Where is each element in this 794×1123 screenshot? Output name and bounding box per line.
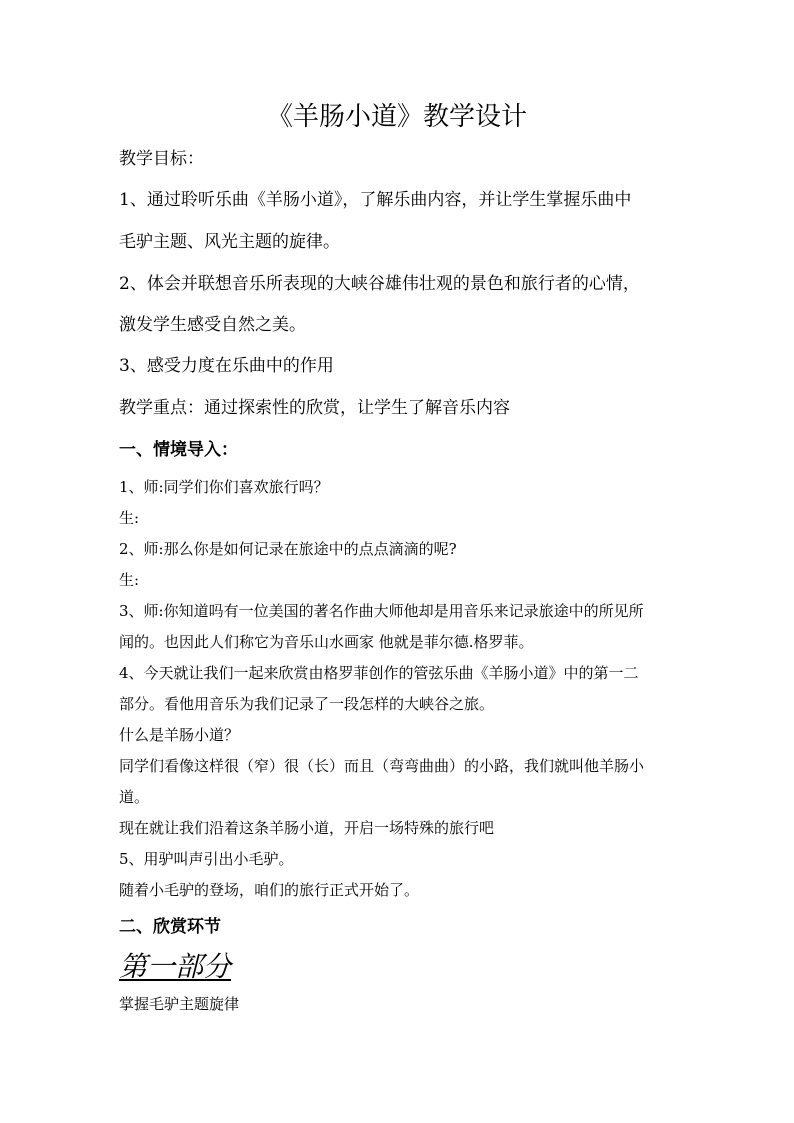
goal-2-line-1: 2、体会并联想音乐所表现的大峡谷雄伟壮观的景色和旅行者的心情， — [119, 274, 640, 294]
goals-heading: 教学目标： — [119, 149, 204, 169]
goal-3: 3、感受力度在乐曲中的作用 — [119, 356, 334, 376]
section-1-follow: 随着小毛驴的登场，咱们的旅行正式开始了。 — [119, 881, 420, 899]
section-1-heading: 一、情境导入： — [119, 440, 238, 460]
section-1-question-5: 5、用驴叫声引出小毛驴。 — [119, 850, 294, 868]
section-1-answer-1: 生: — [119, 509, 140, 527]
section-2-heading: 二、欣赏环节 — [119, 917, 221, 937]
section-1-question-1: 1、师:同学们你们喜欢旅行吗？ — [119, 478, 329, 496]
goal-1-line-2: 毛驴主题、风光主题的旋律。 — [119, 232, 340, 252]
section-1-question-4-line-1: 4、今天就让我们一起来欣赏由格罗菲创作的管弦乐曲《羊肠小道》中的第一二 — [119, 664, 639, 682]
section-1-explain-line-2: 道。 — [119, 788, 150, 806]
section-1-question-3-line-1: 3、师:你知道吗有一位美国的著名作曲大师他却是用音乐来记录旅途中的所见所 — [119, 602, 644, 620]
part-1-subtitle: 掌握毛驴主题旋律 — [119, 995, 240, 1013]
section-1-question-3-line-2: 闻的。也因此人们称它为音乐山水画家 他就是菲尔德.格罗菲。 — [119, 633, 534, 651]
section-1-question-4-line-2: 部分。看他用音乐为我们记录了一段怎样的大峡谷之旅。 — [119, 695, 495, 713]
section-1-answer-2: 生: — [119, 571, 140, 589]
goal-1-line-1: 1、通过聆听乐曲《羊肠小道》，了解乐曲内容，并让学生掌握乐曲中 — [119, 190, 632, 210]
goal-2-line-2: 激发学生感受自然之美。 — [119, 315, 306, 335]
section-1-start: 现在就让我们沿着这条羊肠小道，开启一场特殊的旅行吧 — [119, 819, 495, 837]
page-title: 《羊肠小道》教学设计 — [266, 102, 527, 132]
section-1-question-2: 2、师:那么你是如何记录在旅途中的点点滴滴的呢? — [119, 540, 457, 558]
section-1-explain-line-1: 同学们看像这样很（窄）很（长）而且（弯弯曲曲）的小路，我们就叫他羊肠小 — [119, 757, 645, 775]
key-point: 教学重点：通过探索性的欣赏，让学生了解音乐内容 — [119, 398, 510, 418]
section-1-what-is: 什么是羊肠小道？ — [119, 726, 240, 744]
part-1-title: 第一部分 — [119, 950, 232, 983]
